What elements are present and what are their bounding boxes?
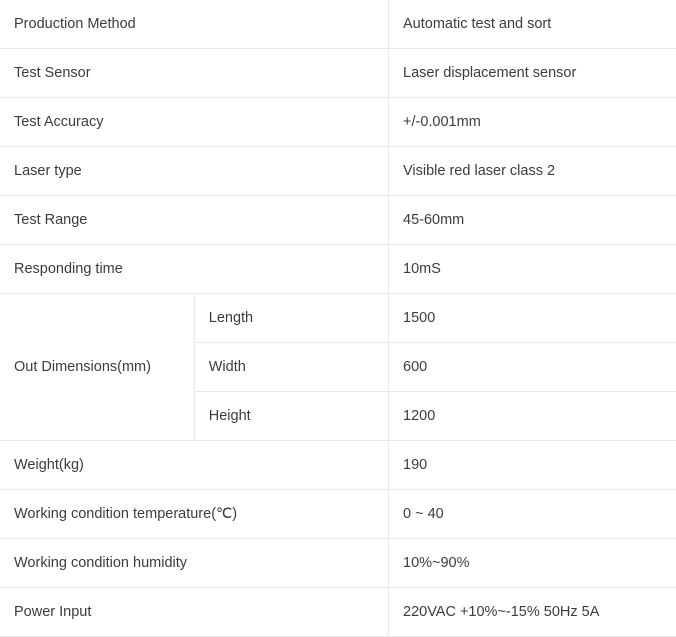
spec-sublabel-length: Length — [194, 294, 388, 343]
spec-value: 220VAC +10%~-15% 50Hz 5A — [389, 588, 676, 637]
table-row — [0, 490, 676, 539]
spec-label: Test Accuracy — [0, 98, 389, 147]
spec-value: Visible red laser class 2 — [389, 147, 676, 196]
spec-value: 190 — [389, 441, 676, 490]
spec-label: Responding time — [0, 245, 389, 294]
spec-sublabel-height: Height — [194, 392, 388, 441]
spec-sublabel-width: Width — [194, 343, 388, 392]
table-row — [0, 98, 676, 147]
spec-value: 10mS — [389, 245, 676, 294]
spec-label: Working condition humidity — [0, 539, 389, 588]
table-row — [0, 441, 676, 490]
spec-value: +/-0.001mm — [389, 98, 676, 147]
spec-value: Automatic test and sort — [389, 0, 676, 49]
table-row — [0, 49, 676, 98]
spec-value-length: 1500 — [389, 294, 676, 343]
spec-label: Test Sensor — [0, 49, 389, 98]
table-row — [0, 588, 676, 637]
spec-value: Laser displacement sensor — [389, 49, 676, 98]
spec-label: Working condition temperature(℃) — [0, 490, 389, 539]
spec-label-dimensions: Out Dimensions(mm) — [0, 294, 194, 441]
table-row — [0, 196, 676, 245]
table-row — [0, 147, 676, 196]
table-row — [0, 539, 676, 588]
spec-value-width: 600 — [389, 343, 676, 392]
table-row — [0, 0, 676, 49]
spec-label: Production Method — [0, 0, 389, 49]
spec-value: 10%~90% — [389, 539, 676, 588]
spec-label: Laser type — [0, 147, 389, 196]
spec-label: Power Input — [0, 588, 389, 637]
table-row — [0, 245, 676, 294]
spec-label: Weight(kg) — [0, 441, 389, 490]
spec-value-height: 1200 — [389, 392, 676, 441]
spec-value: 45-60mm — [389, 196, 676, 245]
spec-value: 0 ~ 40 — [389, 490, 676, 539]
table-row-dimensions-length — [0, 294, 676, 343]
spec-label: Test Range — [0, 196, 389, 245]
